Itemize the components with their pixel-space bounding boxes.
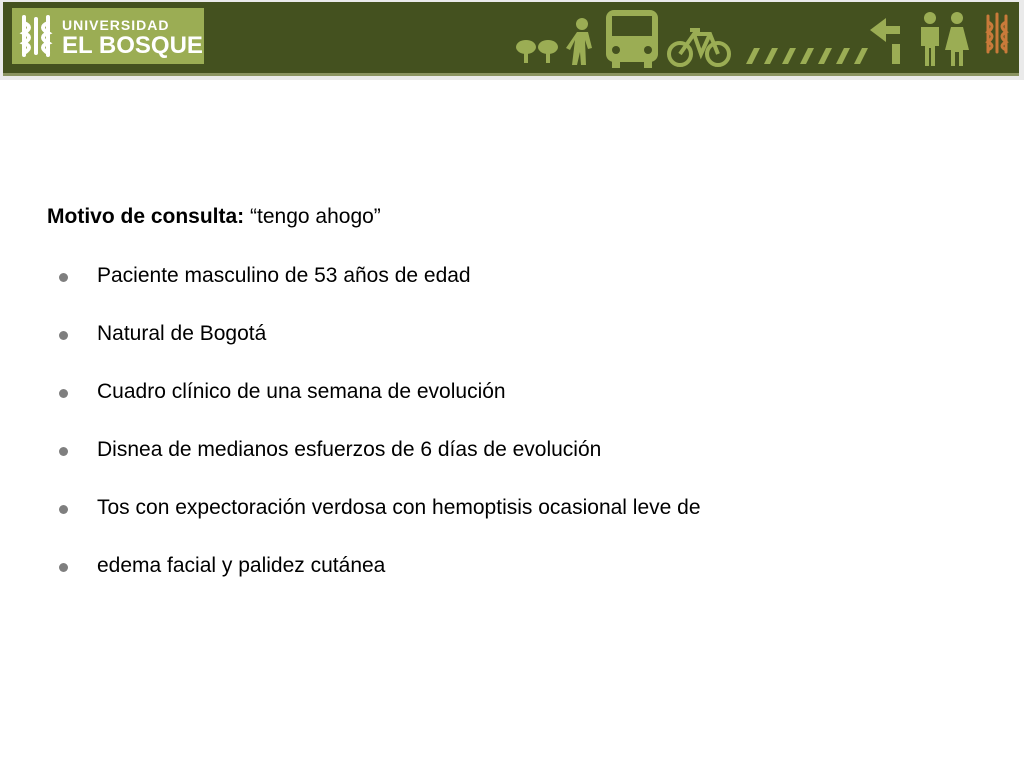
bullet-dot-icon [59,389,68,398]
title-value: “tengo ahogo” [244,205,381,228]
list-item [0,380,1024,408]
logo-text-name: EL BOSQUE [62,32,203,59]
list-item [0,438,1024,466]
list-item-text: Tos con expectoración verdosa con hemoptisis ocasional leve de [97,496,701,519]
list-item-text: Cuadro clínico de una semana de evolución [97,380,506,403]
bullet-dot-icon [59,563,68,572]
slide-title [47,205,381,229]
list-item [0,496,1024,524]
bullet-dot-icon [59,273,68,282]
list-item-text: Paciente masculino de 53 años de edad [97,264,471,287]
list-item-text: edema facial y palidez cutánea [97,554,386,577]
list-item-text: Disnea de medianos esfuerzos de 6 días de evolución [97,438,602,461]
bullet-dot-icon [59,447,68,456]
list-item [0,322,1024,350]
bullet-dot-icon [59,505,68,514]
list-item-text: Natural de Bogotá [97,322,267,345]
title-label: Motivo de consulta: [47,205,245,228]
bullet-dot-icon [59,331,68,340]
list-item [0,554,1024,582]
list-item [0,264,1024,292]
logo-text-university: UNIVERSIDAD [62,17,170,33]
